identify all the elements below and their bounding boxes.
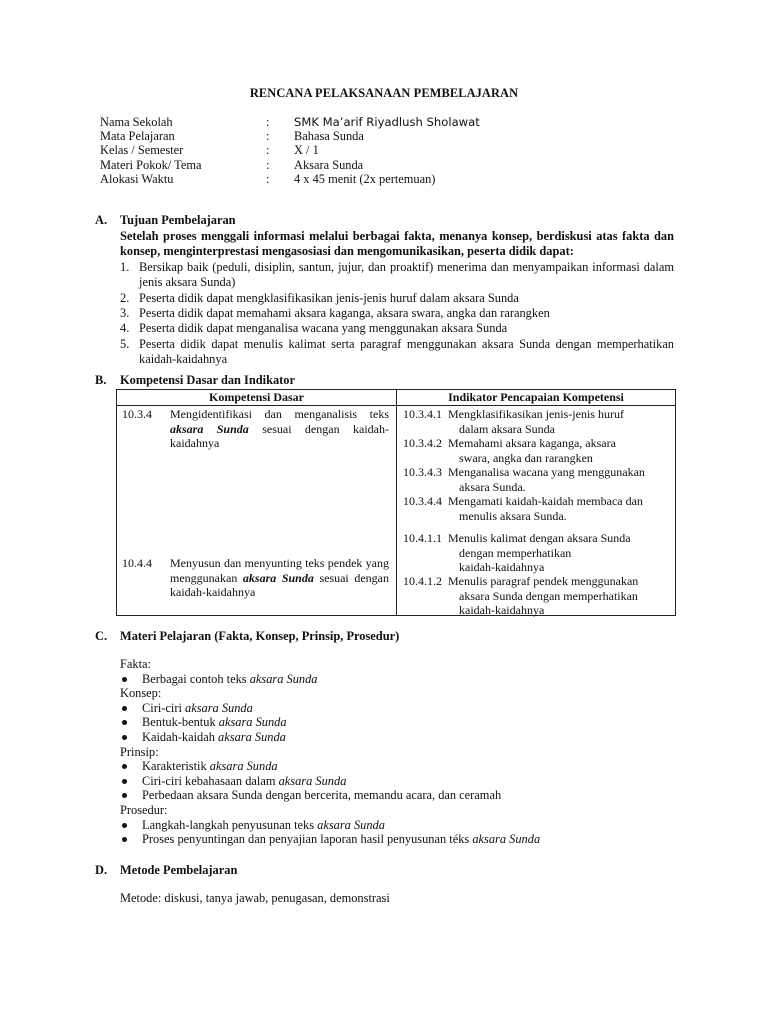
info-value: Aksara Sunda: [294, 157, 364, 172]
info-colon: :: [266, 157, 270, 172]
indicator-code: 10.4.1.2: [403, 574, 442, 588]
indicator-item: [403, 436, 673, 465]
info-label: Mata Pelajaran: [100, 129, 175, 144]
bullet-item: [120, 730, 680, 745]
kd-code: 10.4.4: [122, 556, 152, 570]
bullet-item: [120, 832, 680, 847]
section-a-heading: [95, 213, 236, 228]
indicator-text: Menulis paragraf pendek menggunakan: [448, 574, 639, 588]
bullet-text-italic: aksara Sunda: [278, 773, 347, 788]
bullet-text: Proses penyuntingan dan penyajian laporan hasil penyusunan téks: [142, 832, 473, 847]
section-title: Materi Pelajaran (Fakta, Konsep, Prinsip, Prosedur): [120, 629, 400, 643]
indicator-text-cont: menulis aksara Sunda.: [459, 508, 567, 523]
section-letter: A.: [95, 213, 108, 227]
indicator-item: [403, 407, 673, 436]
bullet-text: Perbedaan aksara Sunda dengan bercerita, memandu acara, dan ceramah: [142, 788, 502, 803]
indicator-cell: [397, 406, 676, 616]
section-a-intro: Setelah proses menggali informasi melalui berbagai fakta, menanya konsep, berdiskusi atas fakta dan konsep, menginterprestasi mengasosiasi dan mengomunikasikan, peserta didik dapat:: [120, 229, 674, 259]
section-c-heading: [95, 629, 399, 644]
bullet-text-italic: aksara Sunda: [249, 671, 318, 686]
info-value: Bahasa Sunda: [294, 129, 364, 144]
list-item: [120, 306, 674, 321]
kd-text: [170, 407, 389, 451]
indicator-text: Menulis kalimat dengan aksara Sunda: [448, 531, 631, 545]
info-label: Kelas / Semester: [100, 143, 184, 158]
indicator-text-cont: aksara Sunda.: [459, 479, 526, 494]
indicator-item: [403, 531, 673, 575]
indicator-text-cont: swara, angka dan rarangken: [459, 450, 593, 465]
indicator-text: Mengklasifikasikan jenis-jenis huruf: [448, 407, 624, 421]
section-letter: D.: [95, 863, 108, 877]
bullet-text: Ciri-ciri kebahasaan dalam: [142, 773, 279, 788]
info-label: Materi Pokok/ Tema: [100, 157, 202, 172]
info-colon: :: [266, 115, 270, 129]
list-number: 4.: [120, 321, 130, 336]
section-title: Kompetensi Dasar dan Indikator: [120, 373, 295, 387]
bullet-item: [120, 818, 680, 833]
group-label-prinsip: Prinsip:: [120, 744, 159, 759]
bullet-text: Bentuk-bentuk: [142, 715, 219, 730]
objectives-list: [120, 260, 674, 368]
table-row: [117, 406, 676, 616]
bullet-item: [120, 774, 680, 789]
bullet-text-italic: aksara Sunda: [218, 715, 287, 730]
section-letter: C.: [95, 629, 108, 643]
list-text: Peserta didik dapat mengklasifikasikan jenis-jenis huruf dalam aksara Sunda: [139, 290, 519, 305]
bullet-text-italic: aksara Sunda: [218, 729, 286, 744]
info-label: Nama Sekolah: [100, 115, 173, 129]
indicator-code: 10.3.4.2: [403, 436, 442, 450]
indicator-text-cont: aksara Sunda dengan memperhatikan kaidah-kaidahnya: [459, 588, 638, 618]
bullet-text-italic: aksara Sunda: [317, 817, 385, 832]
table-header-row: [117, 390, 676, 406]
indicator-code: 10.3.4.1: [403, 407, 442, 421]
bullet-text: Karakteristik: [142, 759, 210, 774]
table-header-kd: Kompetensi Dasar: [117, 390, 397, 406]
indicator-text-cont: dengan memperhatikan kaidah-kaidahnya: [459, 545, 572, 575]
list-item: [120, 321, 674, 336]
indicator-code: 10.3.4.3: [403, 465, 442, 479]
bullet-item: [120, 701, 680, 716]
list-text: Bersikap baik (peduli, disiplin, santun, jujur, dan proaktif) menerima dan menyampaikan informasi dalam jenis aksara Sunda): [139, 259, 674, 290]
list-item: [120, 260, 674, 291]
bullet-item: [120, 759, 680, 774]
info-value: 4 x 45 menit (2x pertemuan): [294, 171, 436, 186]
kd-text-pre: Mengidentifikasi dan menganalisis teks: [170, 407, 389, 421]
group-label-prosedur: Prosedur:: [120, 802, 168, 817]
info-colon: :: [266, 129, 270, 144]
kd-code: 10.3.4: [122, 407, 152, 421]
list-number: 3.: [120, 306, 130, 321]
section-d-heading: [95, 863, 237, 878]
section-b-heading: [95, 373, 295, 388]
bullet-text-italic: aksara Sunda: [209, 759, 278, 774]
kd-text: [170, 556, 389, 600]
section-title: Tujuan Pembelajaran: [120, 213, 236, 227]
section-letter: B.: [95, 373, 107, 387]
section-d-body: Metode: diskusi, tanya jawab, penugasan, demonstrasi: [120, 891, 390, 905]
list-number: 1.: [120, 259, 130, 274]
kd-cell: [117, 406, 397, 616]
table-header-indicator: Indikator Pencapaian Kompetensi: [397, 390, 676, 406]
bullet-text: Langkah-langkah penyusunan teks: [142, 817, 318, 832]
indicator-item: [403, 465, 673, 494]
list-item: [120, 337, 674, 368]
bullet-text-italic: aksara Sunda: [472, 832, 541, 847]
list-number: 2.: [120, 290, 130, 305]
group-label-konsep: Konsep:: [120, 686, 162, 701]
document-title: RENCANA PELAKSANAAN PEMBELAJARAN: [249, 86, 519, 100]
indicator-code: 10.4.1.1: [403, 531, 442, 545]
indicator-item: [403, 494, 673, 523]
indicator-item: [403, 574, 673, 618]
indicator-text: Memahami aksara kaganga, aksara: [448, 436, 616, 450]
indicator-code: 10.3.4.4: [403, 494, 442, 508]
indicator-text: Menganalisa wacana yang menggunakan: [448, 465, 645, 479]
kd-text-post: sesuai dengan kaidah-kaidahnya: [170, 570, 390, 600]
bullet-item: [120, 715, 680, 730]
kd-text-italic: aksara Sunda: [170, 421, 249, 436]
competency-table: [116, 389, 676, 616]
info-value: X / 1: [294, 143, 319, 158]
indicator-text-cont: dalam aksara Sunda: [459, 421, 555, 436]
kd-text-italic: aksara Sunda: [242, 570, 314, 585]
list-number: 5.: [120, 336, 130, 351]
bullet-text: Ciri-ciri: [142, 700, 186, 715]
info-colon: :: [266, 143, 270, 158]
section-a-body: [120, 229, 674, 368]
info-colon: :: [266, 171, 270, 186]
info-value: SMK Ma’arif Riyadlush Sholawat: [294, 115, 480, 129]
kd-text-pre: Menyusun dan menyunting teks pendek yang menggunakan: [170, 556, 389, 585]
list-text: Peserta didik dapat menganalisa wacana yang menggunakan aksara Sunda: [139, 321, 508, 336]
bullet-item: [120, 788, 680, 803]
group-label-fakta: Fakta:: [120, 657, 151, 671]
list-text: Peserta didik dapat menulis kalimat serta paragraf menggunakan aksara Sunda dengan memperhatikan kaidah-kaidahnya: [139, 336, 674, 367]
bullet-item: [120, 672, 680, 687]
indicator-text: Mengamati kaidah-kaidah membaca dan: [448, 494, 643, 508]
kd-text-post: sesuai dengan kaidah-kaidahnya: [170, 421, 389, 451]
bullet-text-italic: aksara Sunda: [185, 700, 253, 715]
section-c-body: [120, 657, 680, 847]
info-label: Alokasi Waktu: [100, 171, 174, 186]
list-text: Peserta didik dapat memahami aksara kaganga, aksara swara, angka dan rarangken: [139, 306, 550, 321]
bullet-text: Berbagai contoh teks: [142, 671, 250, 686]
bullet-text: Kaidah-kaidah: [142, 729, 219, 744]
section-title: Metode Pembelajaran: [120, 863, 238, 877]
list-item: [120, 291, 674, 306]
